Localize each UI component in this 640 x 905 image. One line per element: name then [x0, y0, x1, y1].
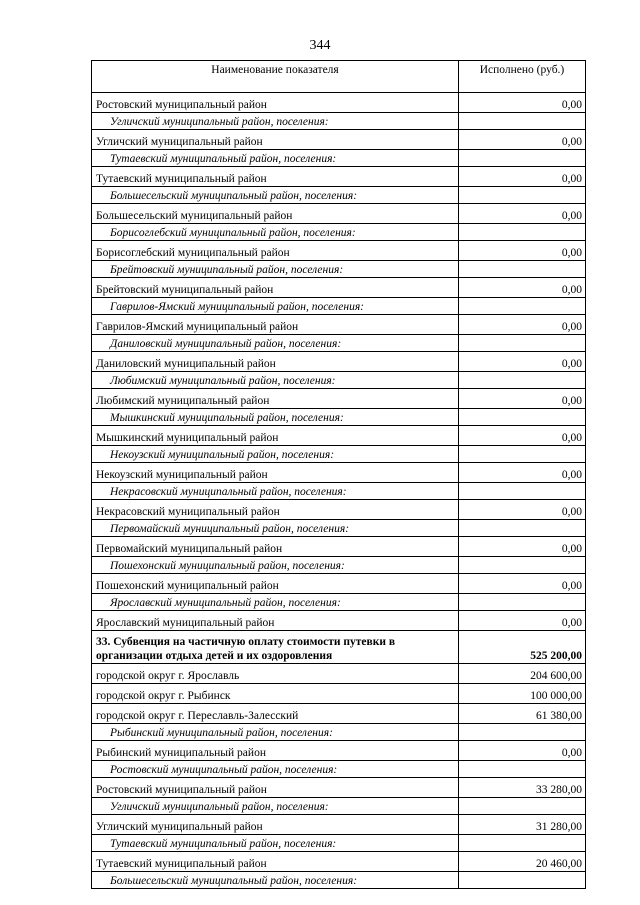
indicator-name: Ярославский муниципальный район — [92, 611, 459, 631]
table-row — [92, 684, 586, 704]
subheading-row — [92, 150, 586, 167]
indicator-name: Некрасовский муниципальный район — [92, 500, 459, 520]
executed-value: 204 600,00 — [459, 664, 586, 684]
executed-value: 0,00 — [459, 611, 586, 631]
subheading-row — [92, 261, 586, 278]
subheading-row — [92, 798, 586, 815]
executed-value: 0,00 — [459, 241, 586, 261]
indicator-name: Мышкинский муниципальный район — [92, 426, 459, 446]
executed-value — [459, 557, 586, 574]
executed-value — [459, 335, 586, 352]
indicator-name: Пошехонский муниципальный район, поселения: — [92, 557, 459, 574]
indicator-name: Некоузский муниципальный район, поселения: — [92, 446, 459, 463]
indicator-name: Гаврилов-Ямский муниципальный район, поселения: — [92, 298, 459, 315]
indicator-name: Любимский муниципальный район, поселения: — [92, 372, 459, 389]
indicator-name: Первомайский муниципальный район, поселения: — [92, 520, 459, 537]
executed-value: 0,00 — [459, 352, 586, 372]
indicator-name: Ростовский муниципальный район — [92, 93, 459, 113]
indicator-name: Угличский муниципальный район, поселения: — [92, 798, 459, 815]
indicator-name: Мышкинский муниципальный район, поселения: — [92, 409, 459, 426]
executed-value: 0,00 — [459, 93, 586, 113]
indicator-name: Борисоглебский муниципальный район — [92, 241, 459, 261]
executed-value: 100 000,00 — [459, 684, 586, 704]
executed-value: 0,00 — [459, 278, 586, 298]
indicator-name: Любимский муниципальный район — [92, 389, 459, 409]
section-row — [92, 631, 586, 664]
indicator-name: Ростовский муниципальный район — [92, 778, 459, 798]
indicator-name: Рыбинский муниципальный район — [92, 741, 459, 761]
indicator-name: Гаврилов-Ямский муниципальный район — [92, 315, 459, 335]
subheading-row — [92, 187, 586, 204]
executed-value: 0,00 — [459, 741, 586, 761]
indicator-name: Некоузский муниципальный район — [92, 463, 459, 483]
executed-value — [459, 409, 586, 426]
indicator-name: Рыбинский муниципальный район, поселения: — [92, 724, 459, 741]
indicator-name: Угличский муниципальный район, поселения: — [92, 113, 459, 130]
indicator-name: Большесельский муниципальный район, поселения: — [92, 872, 459, 889]
executed-value — [459, 872, 586, 889]
executed-value — [459, 261, 586, 278]
table-row — [92, 574, 586, 594]
subheading-row — [92, 557, 586, 574]
table-row — [92, 167, 586, 187]
indicator-name: Даниловский муниципальный район — [92, 352, 459, 372]
subheading-row — [92, 520, 586, 537]
subheading-row — [92, 835, 586, 852]
indicator-name: Ростовский муниципальный район, поселения: — [92, 761, 459, 778]
executed-value: 0,00 — [459, 463, 586, 483]
table-row — [92, 664, 586, 684]
subheading-row — [92, 372, 586, 389]
subheading-row — [92, 872, 586, 889]
executed-value: 31 280,00 — [459, 815, 586, 835]
subheading-row — [92, 446, 586, 463]
executed-value — [459, 761, 586, 778]
table-row — [92, 815, 586, 835]
header-name: Наименование показателя — [92, 61, 459, 93]
executed-value — [459, 724, 586, 741]
indicator-name: Ярославский муниципальный район, поселения: — [92, 594, 459, 611]
table-row — [92, 611, 586, 631]
table-row — [92, 704, 586, 724]
executed-value — [459, 372, 586, 389]
executed-value — [459, 594, 586, 611]
indicator-name: Тутаевский муниципальный район, поселения: — [92, 835, 459, 852]
executed-value: 0,00 — [459, 130, 586, 150]
indicator-name: Брейтовский муниципальный район — [92, 278, 459, 298]
executed-value — [459, 224, 586, 241]
table-row — [92, 241, 586, 261]
indicator-name: городской округ г. Ярославль — [92, 664, 459, 684]
executed-value: 0,00 — [459, 537, 586, 557]
executed-value: 20 460,00 — [459, 852, 586, 872]
section-title: 33. Субвенция на частичную оплату стоимости путевки в организации отдыха детей и их оздоровления — [92, 631, 459, 664]
indicator-name: Борисоглебский муниципальный район, поселения: — [92, 224, 459, 241]
executed-value: 0,00 — [459, 426, 586, 446]
subheading-row — [92, 224, 586, 241]
table-row — [92, 741, 586, 761]
indicator-name: Тутаевский муниципальный район, поселения: — [92, 150, 459, 167]
table-row — [92, 537, 586, 557]
executed-value: 0,00 — [459, 389, 586, 409]
executed-value — [459, 187, 586, 204]
section-total: 525 200,00 — [459, 631, 586, 664]
executed-value — [459, 520, 586, 537]
subheading-row — [92, 298, 586, 315]
table-row — [92, 463, 586, 483]
page-number: 344 — [309, 38, 331, 53]
table-row — [92, 278, 586, 298]
header-value: Исполнено (руб.) — [459, 61, 586, 93]
subheading-row — [92, 483, 586, 500]
executed-value: 0,00 — [459, 167, 586, 187]
table-row — [92, 352, 586, 372]
executed-value — [459, 798, 586, 815]
executed-value — [459, 483, 586, 500]
indicator-name: Брейтовский муниципальный район, поселения: — [92, 261, 459, 278]
executed-value: 0,00 — [459, 574, 586, 594]
executed-value — [459, 150, 586, 167]
indicator-name: городской округ г. Переславль-Залесский — [92, 704, 459, 724]
subheading-row — [92, 113, 586, 130]
executed-value — [459, 446, 586, 463]
table-row — [92, 389, 586, 409]
indicator-name: Угличский муниципальный район — [92, 815, 459, 835]
table-row — [92, 852, 586, 872]
executed-value: 0,00 — [459, 204, 586, 224]
table-row — [92, 93, 586, 113]
subheading-row — [92, 335, 586, 352]
table-body — [92, 93, 586, 889]
executed-value: 61 380,00 — [459, 704, 586, 724]
subheading-row — [92, 724, 586, 741]
table-row — [92, 426, 586, 446]
indicator-name: Первомайский муниципальный район — [92, 537, 459, 557]
executed-value: 33 280,00 — [459, 778, 586, 798]
indicator-name: Большесельский муниципальный район, поселения: — [92, 187, 459, 204]
table-row — [92, 130, 586, 150]
table-row — [92, 204, 586, 224]
indicator-name: Тутаевский муниципальный район — [92, 167, 459, 187]
indicator-name: Большесельский муниципальный район — [92, 204, 459, 224]
indicator-name: Угличский муниципальный район — [92, 130, 459, 150]
indicator-name: Некрасовский муниципальный район, поселения: — [92, 483, 459, 500]
executed-value: 0,00 — [459, 500, 586, 520]
table-row — [92, 500, 586, 520]
indicator-name: Даниловский муниципальный район, поселения: — [92, 335, 459, 352]
executed-value: 0,00 — [459, 315, 586, 335]
executed-value — [459, 113, 586, 130]
budget-table — [91, 60, 586, 889]
subheading-row — [92, 761, 586, 778]
executed-value — [459, 298, 586, 315]
table-header — [92, 61, 586, 93]
indicator-name: Тутаевский муниципальный район — [92, 852, 459, 872]
executed-value — [459, 835, 586, 852]
table-row — [92, 315, 586, 335]
table-row — [92, 778, 586, 798]
subheading-row — [92, 594, 586, 611]
indicator-name: Пошехонский муниципальный район — [92, 574, 459, 594]
subheading-row — [92, 409, 586, 426]
indicator-name: городской округ г. Рыбинск — [92, 684, 459, 704]
